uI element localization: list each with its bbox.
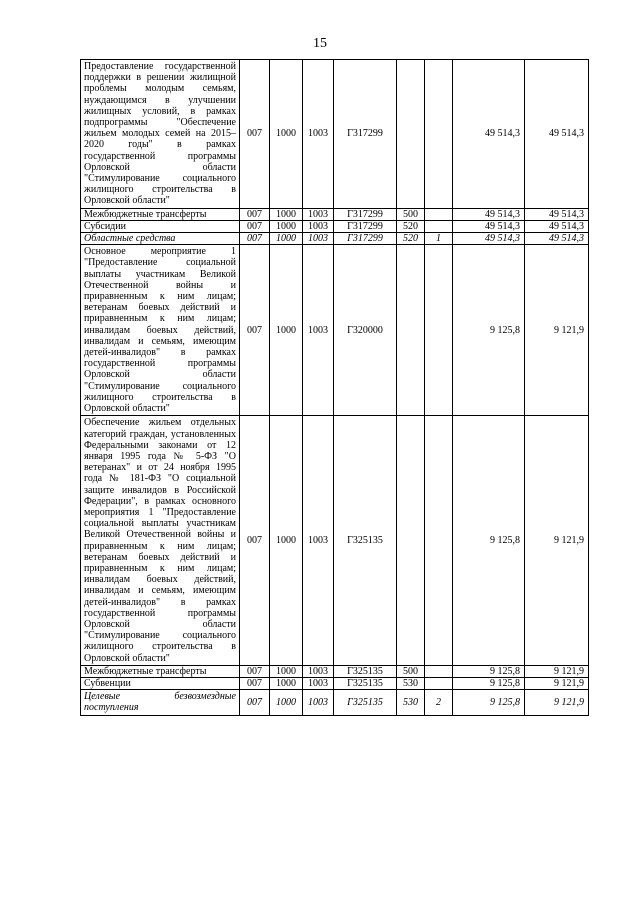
target-article-cell: Г317299 [334, 220, 397, 232]
ministry-code-cell: 007 [240, 233, 270, 245]
amount-actual-cell: 9 121,9 [525, 690, 589, 715]
table-row [81, 220, 589, 232]
subsection-code-cell: 1003 [303, 233, 334, 245]
amount-actual-cell: 49 514,3 [525, 208, 589, 220]
amount-planned-cell: 49 514,3 [453, 208, 525, 220]
subsection-code-cell: 1003 [303, 208, 334, 220]
kosgu-code-cell: 1 [425, 233, 453, 245]
ministry-code-cell: 007 [240, 245, 270, 416]
target-article-cell: Г317299 [334, 60, 397, 209]
kosgu-code-cell: 2 [425, 690, 453, 715]
subsection-code-cell: 1003 [303, 690, 334, 715]
row-name-cell: Предоставление государственной поддержки в решении жилищной проблемы молодым семьям, нуждающимся в улучшении жилищных условий, в рамках подпрограммы "Обеспечение жильем молодых семей на 2015–2020 годы" в рамках государственной программы Орловской области "Стимулирование социального жилищного строительства в Орловской области" [81, 60, 240, 209]
section-code-cell: 1000 [270, 665, 303, 677]
section-code-cell: 1000 [270, 690, 303, 715]
amount-actual-cell: 49 514,3 [525, 220, 589, 232]
amount-actual-cell: 9 121,9 [525, 245, 589, 416]
target-article-cell: Г325135 [334, 665, 397, 677]
subsection-code-cell: 1003 [303, 60, 334, 209]
kosgu-code-cell [425, 220, 453, 232]
ministry-code-cell: 007 [240, 208, 270, 220]
row-name-cell: Основное мероприятие 1 "Предоставление социальной выплаты участникам Великой Отечественной войны и приравненным к ним лицам; ветеранам боевых действий и приравненным к ним лицам; инвалидам боевых действий, инвалидам и семьям, имеющим детей-инвалидов" в рамках государственной программы Орловской области "Стимулирование социального жилищного строительства в Орловской области" [81, 245, 240, 416]
expense-type-cell: 520 [397, 233, 425, 245]
ministry-code-cell: 007 [240, 60, 270, 209]
kosgu-code-cell [425, 245, 453, 416]
expense-type-cell [397, 60, 425, 209]
row-name-cell: Областные средства [81, 233, 240, 245]
ministry-code-cell: 007 [240, 665, 270, 677]
ministry-code-cell: 007 [240, 690, 270, 715]
subsection-code-cell: 1003 [303, 220, 334, 232]
amount-planned-cell: 49 514,3 [453, 60, 525, 209]
amount-planned-cell: 49 514,3 [453, 220, 525, 232]
expense-type-cell: 500 [397, 208, 425, 220]
ministry-code-cell: 007 [240, 416, 270, 665]
amount-planned-cell: 49 514,3 [453, 233, 525, 245]
section-code-cell: 1000 [270, 416, 303, 665]
kosgu-code-cell [425, 677, 453, 689]
kosgu-code-cell [425, 60, 453, 209]
amount-actual-cell: 9 121,9 [525, 665, 589, 677]
amount-actual-cell: 49 514,3 [525, 233, 589, 245]
table-row [81, 233, 589, 245]
amount-planned-cell: 9 125,8 [453, 677, 525, 689]
section-code-cell: 1000 [270, 233, 303, 245]
target-article-cell: Г317299 [334, 233, 397, 245]
amount-actual-cell: 9 121,9 [525, 416, 589, 665]
kosgu-code-cell [425, 208, 453, 220]
target-article-cell: Г317299 [334, 208, 397, 220]
page-number: 15 [313, 36, 327, 51]
ministry-code-cell: 007 [240, 220, 270, 232]
table-row [81, 245, 589, 416]
section-code-cell: 1000 [270, 245, 303, 416]
section-code-cell: 1000 [270, 220, 303, 232]
row-name-cell: Субвенции [81, 677, 240, 689]
expense-type-cell [397, 245, 425, 416]
expense-type-cell: 500 [397, 665, 425, 677]
table-row [81, 60, 589, 209]
expense-type-cell [397, 416, 425, 665]
table-row [81, 665, 589, 677]
subsection-code-cell: 1003 [303, 665, 334, 677]
row-name-cell: Межбюджетные трансферты [81, 208, 240, 220]
amount-planned-cell: 9 125,8 [453, 245, 525, 416]
row-name-cell: Целевые безвозмездные поступления [81, 690, 240, 715]
subsection-code-cell: 1003 [303, 245, 334, 416]
amount-actual-cell: 9 121,9 [525, 677, 589, 689]
section-code-cell: 1000 [270, 60, 303, 209]
target-article-cell: Г325135 [334, 677, 397, 689]
row-name-cell: Субсидии [81, 220, 240, 232]
budget-table [80, 59, 589, 716]
subsection-code-cell: 1003 [303, 677, 334, 689]
amount-planned-cell: 9 125,8 [453, 665, 525, 677]
subsection-code-cell: 1003 [303, 416, 334, 665]
kosgu-code-cell [425, 665, 453, 677]
amount-planned-cell: 9 125,8 [453, 416, 525, 665]
target-article-cell: Г325135 [334, 690, 397, 715]
table-row [81, 677, 589, 689]
row-name-cell: Межбюджетные трансферты [81, 665, 240, 677]
kosgu-code-cell [425, 416, 453, 665]
amount-actual-cell: 49 514,3 [525, 60, 589, 209]
expense-type-cell: 520 [397, 220, 425, 232]
table-row [81, 690, 589, 715]
expense-type-cell: 530 [397, 690, 425, 715]
target-article-cell: Г320000 [334, 245, 397, 416]
section-code-cell: 1000 [270, 677, 303, 689]
table-row [81, 416, 589, 665]
ministry-code-cell: 007 [240, 677, 270, 689]
row-name-cell: Обеспечение жильем отдельных категорий граждан, установленных Федеральными законами от 12 января 1995 года № 5-ФЗ "О ветеранах" и от 24 ноября 1995 года № 181-ФЗ "О социальной защите инвалидов в Российской Федерации", в рамках основного мероприятия 1 "Предоставление социальной выплаты участникам Великой Отечественной войны и приравненным к ним лицам; ветеранам боевых действий и приравненным к ним лицам; инвалидам боевых действий, инвалидам и семьям, имеющим детей-инвалидов" в рамках государственной программы Орловской области "Стимулирование социального жилищного строительства в Орловской области" [81, 416, 240, 665]
target-article-cell: Г325135 [334, 416, 397, 665]
expense-type-cell: 530 [397, 677, 425, 689]
section-code-cell: 1000 [270, 208, 303, 220]
amount-planned-cell: 9 125,8 [453, 690, 525, 715]
table-body [81, 60, 589, 716]
table-row [81, 208, 589, 220]
